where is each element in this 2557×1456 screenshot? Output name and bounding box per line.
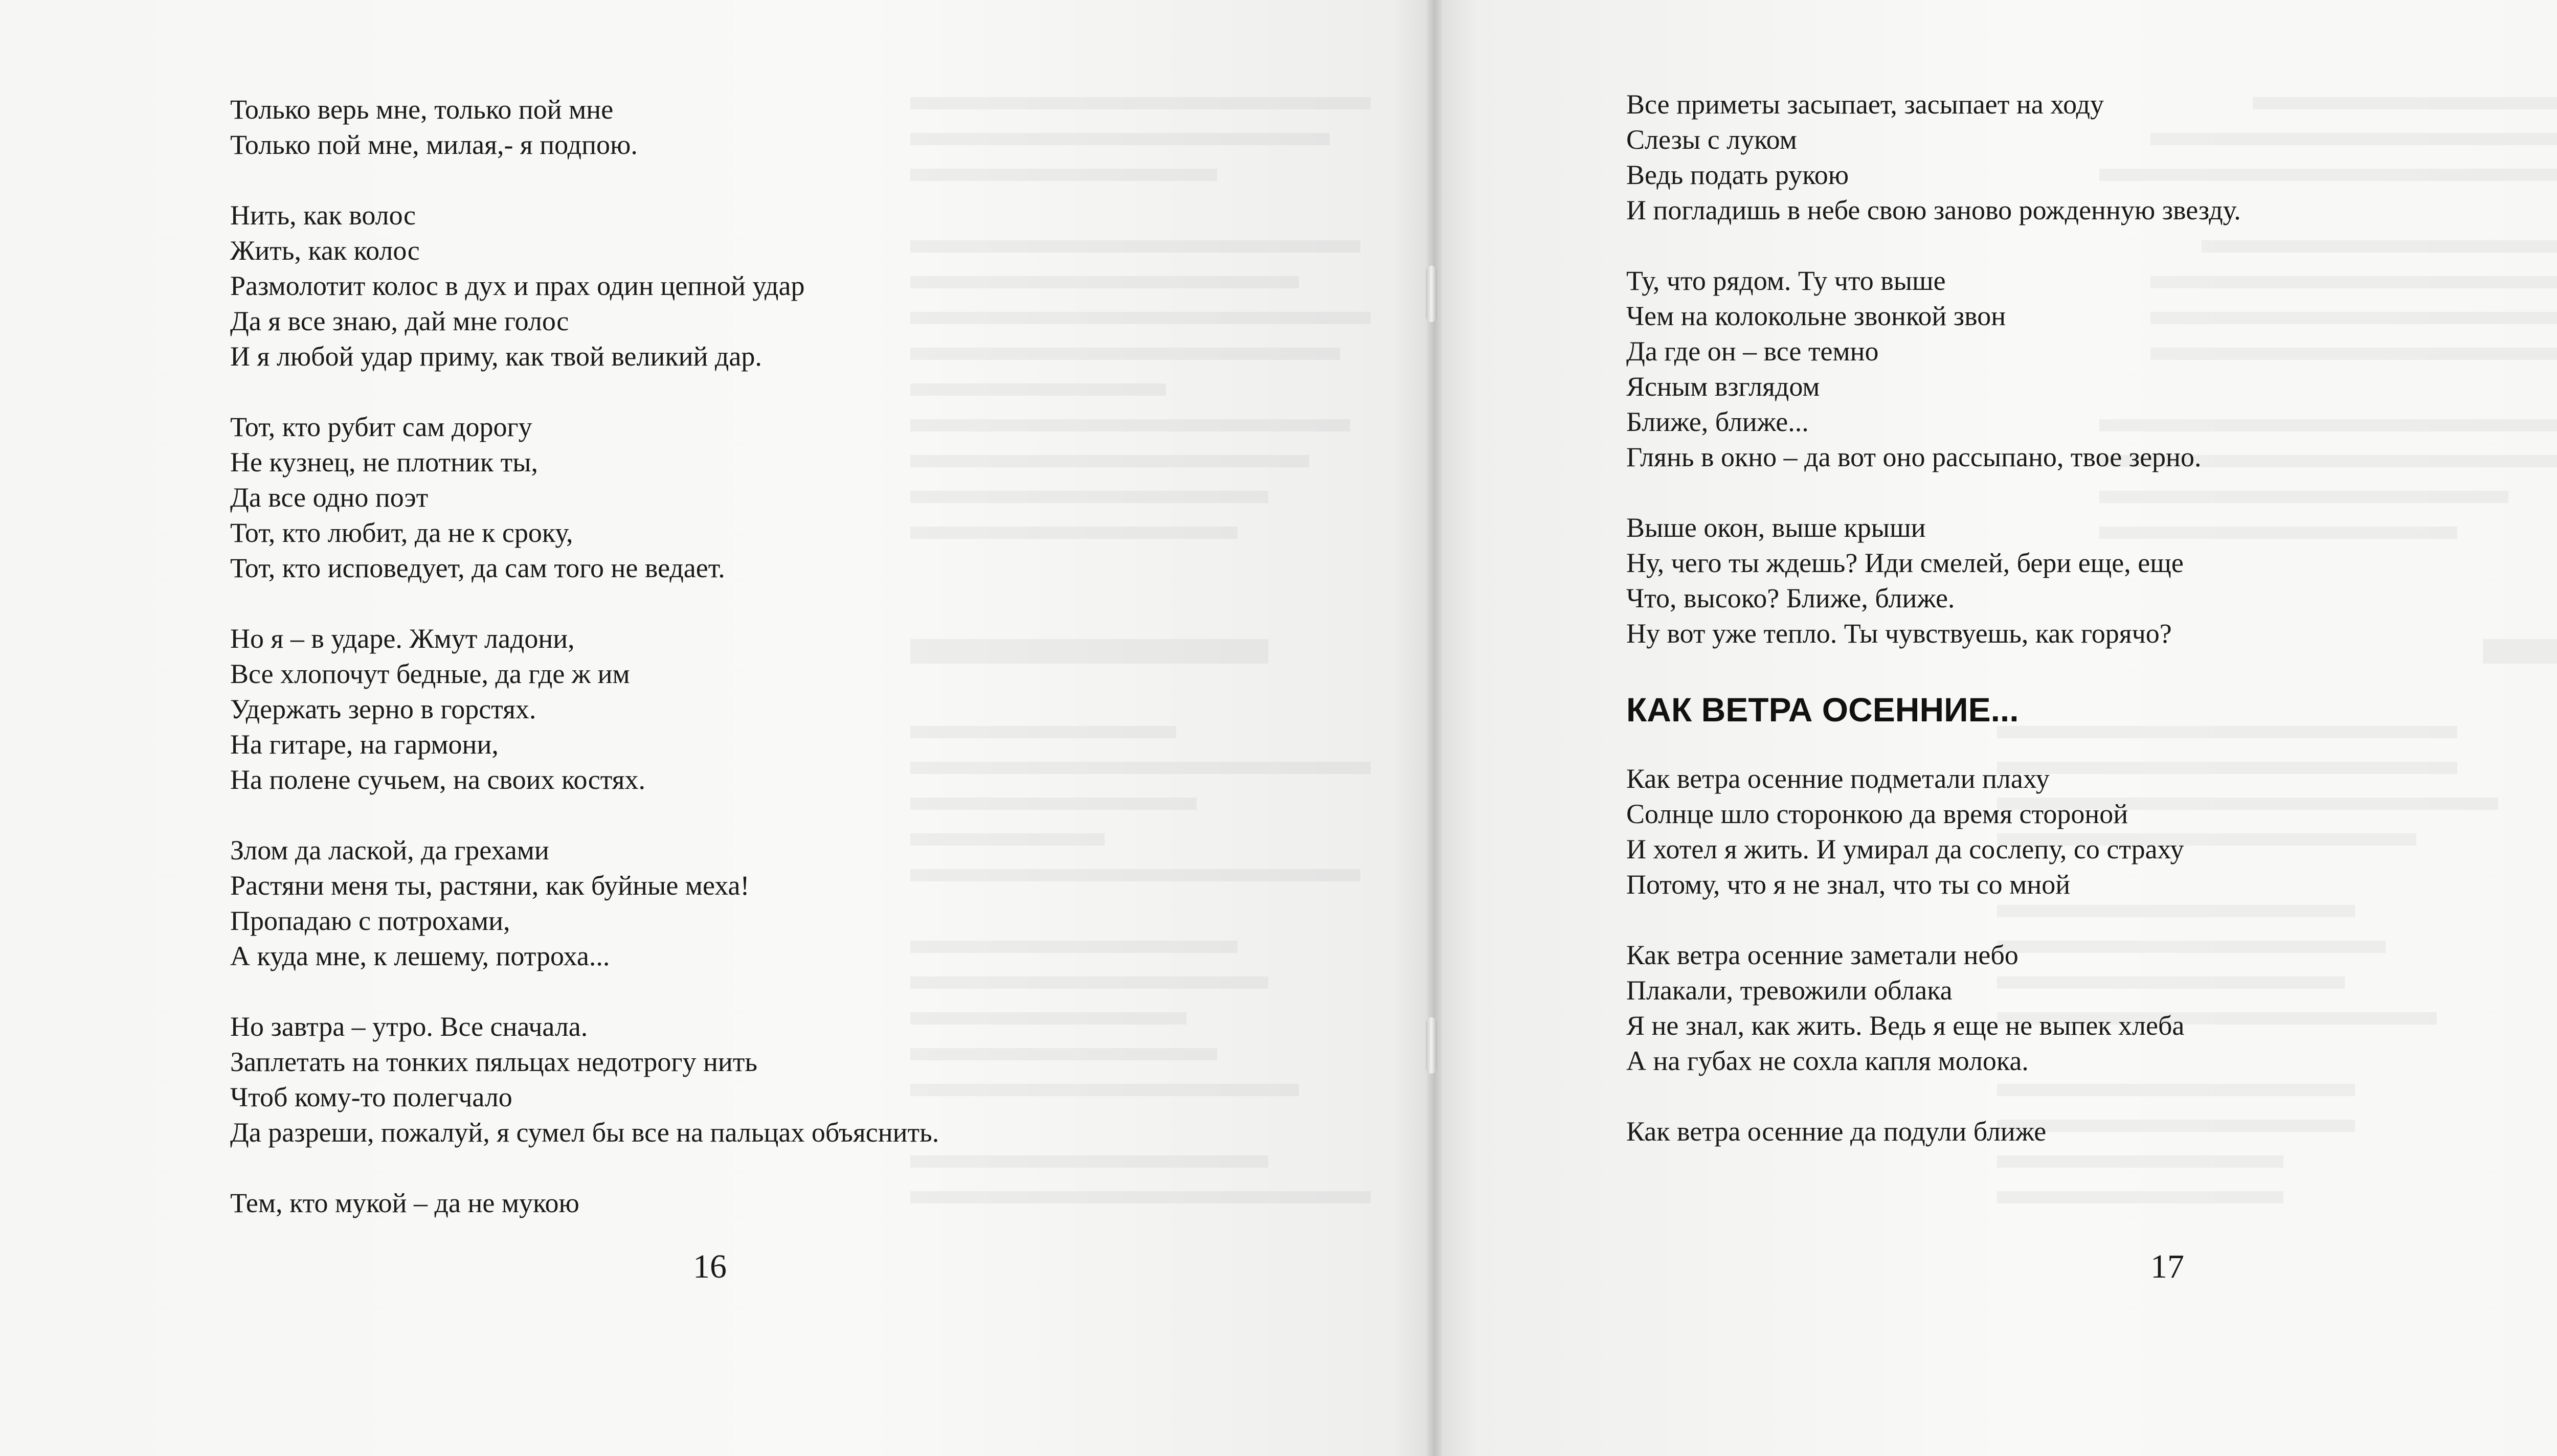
stanza	[1626, 938, 2557, 1079]
stanza	[1626, 263, 2557, 475]
verse-line: Не кузнец, не плотник ты,	[230, 447, 539, 477]
verse-line: И погладишь в небе свою заново рожденную звезду.	[1626, 195, 2241, 225]
verse-line: И я любой удар приму, как твой великий дар.	[230, 341, 762, 372]
verse-line: Плакали, тревожили облака	[1626, 975, 1953, 1006]
verse-line: Да где он – все темно	[1626, 336, 1879, 367]
verse-line: Все хлопочут бедные, да где ж им	[230, 658, 630, 689]
stanza	[1626, 1114, 2557, 1149]
verse-line: Ту, что рядом. Ту что выше	[1626, 265, 1946, 296]
verse-line: Но завтра – утро. Все сначала.	[230, 1011, 588, 1042]
verse-line: Глянь в окно – да вот оно рассыпано, твое зерно.	[1626, 442, 2202, 472]
right-page-text	[1626, 87, 2557, 1149]
verse-line: Тот, кто любит, да не к сроку,	[230, 517, 573, 548]
stanza	[230, 833, 1406, 974]
verse-line: На гитаре, на гармони,	[230, 729, 499, 760]
verse-line: Растяни меня ты, растяни, как буйные меха!	[230, 870, 750, 901]
verse-line: Я не знал, как жить. Ведь я еще не выпек хлеба	[1626, 1010, 2185, 1041]
verse-line: Чтоб кому-то полегчало	[230, 1082, 512, 1112]
stanza	[230, 410, 1406, 586]
verse-line: А на губах не сохла капля молока.	[1626, 1045, 2029, 1076]
stanza	[230, 198, 1406, 374]
verse-line: Удержать зерно в горстях.	[230, 694, 536, 724]
verse-line: Заплетать на тонких пяльцах недотрогу нить	[230, 1046, 757, 1077]
verse-line: Размолотит колос в дух и прах один цепной удар	[230, 270, 805, 301]
verse-line: Ведь подать рукою	[1626, 160, 1849, 190]
stanza	[230, 1186, 1406, 1221]
verse-line: Только верь мне, только пой мне	[230, 94, 614, 125]
page-number: 16	[693, 1248, 727, 1285]
verse-line: Да разреши, пожалуй, я сумел бы все на пальцах объяснить.	[230, 1117, 939, 1148]
verse-line: Что, высоко? Ближе, ближе.	[1626, 583, 1955, 613]
verse-line: Чем на колокольне звонкой звон	[1626, 301, 2006, 331]
verse-line: Слезы с луком	[1626, 124, 1797, 155]
staple	[1426, 266, 1437, 322]
verse-line: Жить, как колос	[230, 235, 420, 266]
verse-line: Как ветра осенние да подули ближе	[1626, 1116, 2047, 1147]
verse-line: Злом да лаской, да грехами	[230, 835, 549, 866]
verse-line: Все приметы засыпает, засыпает на ходу	[1626, 89, 2104, 120]
verse-line: Ясным взглядом	[1626, 371, 1820, 402]
stanza	[1626, 87, 2557, 228]
stanza	[230, 621, 1406, 798]
verse-line: Нить, как волос	[230, 200, 416, 231]
stanza	[230, 92, 1406, 163]
verse-line: Как ветра осенние подметали плаху	[1626, 763, 2050, 794]
verse-line: Пропадаю с потрохами,	[230, 905, 510, 936]
verse-line: Тем, кто мукой – да не мукою	[230, 1188, 579, 1218]
verse-line: Солнце шло сторонкою да время стороной	[1626, 799, 2128, 829]
verse-line: Потому, что я не знал, что ты со мной	[1626, 869, 2071, 900]
stanza	[230, 1009, 1406, 1150]
verse-line: А куда мне, к лешему, потроха...	[230, 941, 610, 971]
verse-line: И хотел я жить. И умирал да сослепу, со страху	[1626, 834, 2184, 864]
staple	[1426, 1017, 1437, 1074]
stanza	[1626, 761, 2557, 902]
verse-line: На полене сучьем, на своих костях.	[230, 764, 646, 795]
poem-title: КАК ВЕТРА ОСЕННИЕ...	[1626, 691, 2019, 729]
verse-line: Только пой мне, милая,- я подпою.	[230, 129, 638, 160]
verse-line: Ближе, ближе...	[1626, 406, 1809, 437]
verse-line: Тот, кто исповедует, да сам того не ведает.	[230, 553, 725, 583]
book-gutter	[1427, 0, 1442, 1456]
verse-line: Ну вот уже тепло. Ты чувствуешь, как горячо?	[1626, 618, 2172, 649]
stanza	[1626, 510, 2557, 651]
page-number: 17	[2150, 1248, 2184, 1285]
verse-line: Как ветра осенние заметали небо	[1626, 940, 2018, 970]
verse-line: Да все одно поэт	[230, 482, 429, 513]
verse-line: Тот, кто рубит сам дорогу	[230, 412, 532, 442]
left-page-text	[230, 92, 1406, 1221]
verse-line: Выше окон, выше крыши	[1626, 512, 1926, 543]
verse-line: Да я все знаю, дай мне голос	[230, 306, 569, 336]
right-page	[1434, 0, 2557, 1456]
verse-line: Но я – в ударе. Жмут ладони,	[230, 623, 575, 654]
verse-line: Ну, чего ты ждешь? Иди смелей, бери еще, еще	[1626, 548, 2184, 578]
